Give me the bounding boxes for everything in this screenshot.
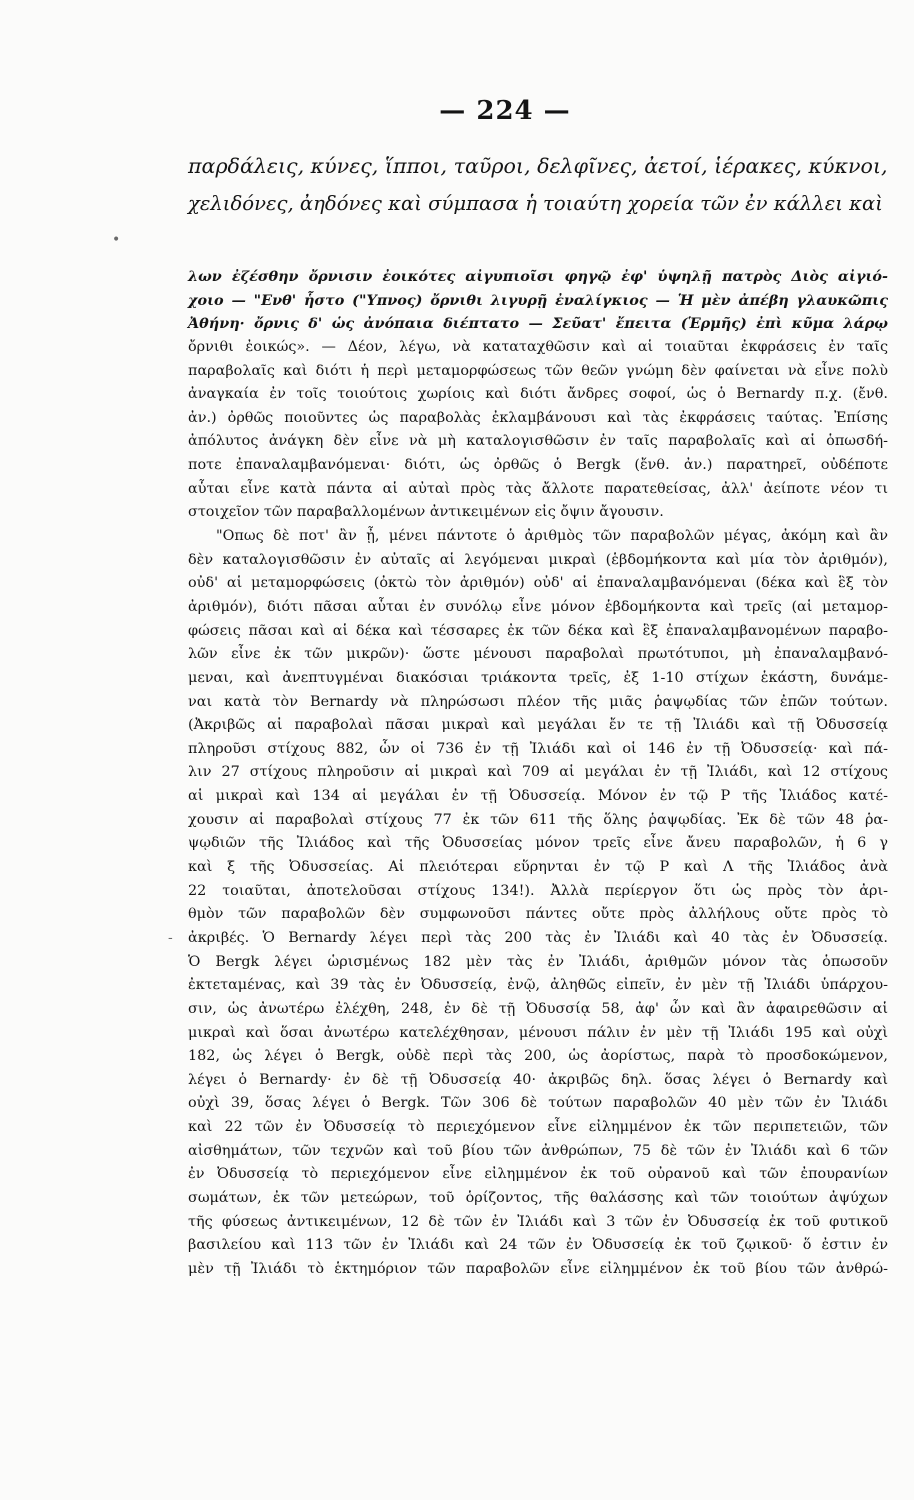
text-line: μὲν τῇ Ἰλιάδι τὸ ἑκτημόριον τῶν παραβολῶν εἶνε εἰλημμένον ἐκ τοῦ βίου τῶν ἀνθρώ- <box>188 1260 888 1277</box>
text-line: καὶ 22 τῶν ἐν Ὀδυσσείᾳ τὸ περιεχόμενον εἶνε εἰλημμένον ἐκ τῶν περιπετειῶν, τῶν <box>188 1119 888 1136</box>
text-line: λῶν εἶνε ἐκ τῶν μικρῶν)· ὥστε μένουσι παραβολαὶ πρωτότυποι, μὴ ἐπαναλαμβανό- <box>188 646 888 663</box>
text-line: πληροῦσι στίχους 882, ὧν οἱ 736 ἐν τῇ Ἰλιάδι καὶ οἱ 146 ἐν τῇ Ὀδυσσείᾳ· καὶ πά- <box>188 740 888 757</box>
text-line: ἀριθμόν), διότι πᾶσαι αὗται ἐν συνόλῳ εἶνε μόνον ἑβδομήκοντα καὶ τρεῖς (αἱ μεταμορ- <box>188 598 888 615</box>
text-line: μεναι, καὶ ἀνεπτυγμέναι διακόσιαι τριάκοντα τρεῖς, ἐξ 1-10 στίχων ἑκάστη, δυνάμε- <box>188 669 888 686</box>
page-number: — 224 — <box>439 96 571 126</box>
handwritten-line-2: χελιδόνες, ἀηδόνες καὶ σύμπασα ἡ τοιαύτη χορεία τῶν ἐν κάλλει καὶ <box>188 192 883 215</box>
text-line: ψῳδιῶν τῆς Ἰλιάδος καὶ τῆς Ὀδυσσείας μόνον τρεῖς εἶνε ἄνευ παραβολῶν, ἡ 6 γ <box>188 835 888 852</box>
text-line: (Ἀκριβῶς αἱ παραβολαὶ πᾶσαι μικραὶ καὶ μεγάλαι ἔν τε τῇ Ἰλιάδι καὶ τῇ Ὀδυσσείᾳ <box>188 717 888 734</box>
text-line: ἀναγκαία ἐν τοῖς τοιούτοις χωρίοις καὶ διότι ἄνδρες σοφοί, ὡς ὁ Bernardy π.χ. (ἔνθ. <box>188 386 888 403</box>
text-line: χοιο — "Ενθ' ἧστο ("Υπνος) ὄρνιθι λιγυρῇ ἐναλίγκιος — Ἡ μὲν ἀπέβη γλαυκῶπις <box>188 291 888 309</box>
text-line: λέγει ὁ Bernardy· ἐν δὲ τῇ Ὀδυσσείᾳ 40· ἀκριβῶς δηλ. ὅσας λέγει ὁ Bernardy καὶ <box>188 1071 888 1088</box>
text-line: θμὸν τῶν παραβολῶν δὲν συμφωνοῦσι πάντες οὔτε πρὸς ἀλλήλους οὔτε πρὸς τὸ <box>188 906 888 923</box>
text-line: αἰσθημάτων, τῶν τεχνῶν καὶ τοῦ βίου τῶν ἀνθρώπων, 75 δὲ τῶν ἐν Ἰλιάδι καὶ 6 τῶν <box>188 1142 888 1159</box>
text-line: βασιλείου καὶ 113 τῶν ἐν Ἰλιάδι καὶ 24 τῶν ἐν Ὀδυσσείᾳ ἐκ τοῦ ζῳικοῦ· ὅ ἐστιν ἐν <box>188 1237 888 1254</box>
body-text <box>188 265 888 1305</box>
text-line: οὐδ' αἱ μεταμορφώσεις (ὀκτὼ τὸν ἀριθμόν) οὐδ' αἱ ἐπαναλαμβανόμεναι (δέκα καὶ ἓξ τὸν <box>188 575 888 592</box>
text-line: 182, ὡς λέγει ὁ Bergk, οὐδὲ περὶ τὰς 200, ὡς ἀορίστως, παρὰ τὸ προσδοκώμενον, <box>188 1048 888 1065</box>
text-line: "Οπως δὲ ποτ' ἂν ᾖ, μένει πάντοτε ὁ ἀριθμὸς τῶν παραβολῶν μέγας, ἀκόμη καὶ ἂν <box>216 528 888 545</box>
text-line: παραβολαῖς καὶ διότι ἡ περὶ μεταμορφώσεως τῶν θεῶν γνώμη δὲν φαίνεται νὰ εἶνε πολὺ <box>188 362 888 379</box>
text-line: Ἀθήνη· ὄρνις δ' ὡς ἀνόπαια διέπτατο — Σεῦατ' ἔπειτα (Ἑρμῆς) ἐπὶ κῦμα λάρῳ <box>188 315 888 333</box>
text-line: χουσιν αἱ παραβολαὶ στίχους 77 ἐκ τῶν 611 τῆς ὅλης ῥαψῳδίας. Ἐκ δὲ τῶν 48 ῥα- <box>188 811 888 828</box>
page-content <box>188 148 888 1305</box>
text-line: ναι κατὰ τὸν Bernardy νὰ πληρώσωσι πλέον τῆς μιᾶς ῥαψῳδίας τῶν ἐπῶν τούτων. <box>188 693 888 710</box>
text-line: οὐχὶ 39, ὅσας λέγει ὁ Bergk. Τῶν 306 δὲ τούτων παραβολῶν 40 μὲν τῶν ἐν Ἰλιάδι <box>188 1095 888 1112</box>
text-line: ἀκριβές. Ὁ Bernardy λέγει περὶ τὰς 200 τὰς ἐν Ἰλιάδι καὶ 40 τὰς ἐν Ὀδυσσείᾳ. <box>188 929 888 946</box>
handwritten-gap <box>188 222 888 259</box>
text-line: μικραὶ καὶ ὅσαι ἀνωτέρω κατελέχθησαν, μένουσι πάλιν ἐν μὲν τῇ Ἰλιάδι 195 καὶ οὐχὶ <box>188 1024 888 1041</box>
text-line: ἐκτεταμένας, καὶ 39 τὰς ἐν Ὀδυσσείᾳ, ἐνῷ, ἀληθῶς εἰπεῖν, ἐν μὲν τῇ Ἰλιάδι ὑπάρχου- <box>188 977 888 994</box>
text-line: σωμάτων, ἐκ τῶν μετεώρων, τοῦ ὁρίζοντος, τῆς θαλάσσης καὶ τῶν τοιούτων ἀψύχων <box>188 1189 888 1206</box>
text-line: Ὁ Bergk λέγει ὡρισμένως 182 μὲν τὰς ἐν Ἰλιάδι, ἀριθμῶν μόνον τὰς ὁπωσοῦν <box>188 953 888 970</box>
text-line: λιν 27 στίχους πληροῦσιν αἱ μικραὶ καὶ 709 αἱ μεγάλαι ἐν τῇ Ἰλιάδι, καὶ 12 στίχους <box>188 764 888 781</box>
text-line: αὗται εἶνε κατὰ πάντα αἱ αὐταὶ πρὸς τὰς ἄλλοτε παρατεθείσας, ἀλλ' ἀείποτε νέον τι <box>188 480 888 497</box>
text-line: σιν, ὡς ἀνωτέρω ἐλέχθη, 248, ἐν δὲ τῇ Ὀδυσσίᾳ 58, ἀφ' ὧν καὶ ἂν ἀφαιρεθῶσιν αἱ <box>188 1000 888 1017</box>
text-line: ἐν Ὀδυσσείᾳ τὸ περιεχόμενον εἶνε εἰλημμένον ἐκ τοῦ οὐρανοῦ καὶ τῶν ἐπουρανίων <box>188 1166 888 1183</box>
text-line <box>188 1282 888 1306</box>
margin-dash-mark: - <box>168 930 173 946</box>
text-line: δὲν καταλογισθῶσιν ἐν αὐταῖς αἱ λεγόμεναι μικραὶ (ἑβδομήκοντα καὶ μία τὸν ἀριθμόν), <box>188 551 888 568</box>
text-line: 22 τοιαῦται, ἀποτελοῦσαι στίχους 134!). Ἀλλὰ περίεργον ὅτι ὡς πρὸς τὸν ἀρι- <box>188 882 888 899</box>
text-line: ὄρνιθι ἐοικώς». — Δέον, λέγω, νὰ καταταχθῶσιν καὶ αἱ τοιαῦται ἐκφράσεις ἐν ταῖς <box>188 338 888 355</box>
text-line: φώσεις πᾶσαι καὶ αἱ δέκα καὶ τέσσαρες ἐκ τῶν δέκα καὶ ἓξ ἐπαναλαμβανομένων παραβο- <box>188 622 888 639</box>
text-line: ποτε ἐπαναλαμβανόμεναι· διότι, ὡς ὀρθῶς ὁ Bergk (ἔνθ. ἀν.) παρατηρεῖ, οὐδέποτε <box>188 457 888 474</box>
handwritten-line-1: παρδάλεις, κύνες, ἵπποι, ταῦροι, δελφῖνες, ἀετοί, ἱέρακες, κύκνοι, <box>188 154 888 178</box>
text-line: τῆς φύσεως ἀντικειμένων, 12 δὲ τῶν ἐν Ἰλιάδι καὶ 3 τῶν ἐν Ὀδυσσείᾳ ἐκ τοῦ φυτικοῦ <box>188 1213 888 1230</box>
text-line: ἀν.) ὀρθῶς ποιοῦντες ὡς παραβολὰς ἐκλαμβάνουσι καὶ τὰς ἐκφράσεις ταύτας. Ἐπίσης <box>188 409 888 426</box>
text-line: αἱ μικραὶ καὶ 134 αἱ μεγάλαι ἐν τῇ Ὀδυσσείᾳ. Μόνον ἐν τῷ Ρ τῆς Ἰλιάδος κατέ- <box>188 788 888 805</box>
text-line: ἀπόλυτος ἀνάγκη δὲν εἶνε νὰ μὴ καταλογισθῶσιν ἐν ταῖς παραβολαῖς καὶ αἱ ὁπωσδή- <box>188 433 888 450</box>
text-line: στοιχεῖον τῶν παραβαλλομένων ἀντικειμένων εἰς ὄψιν ἄγουσιν. <box>188 504 664 521</box>
text-line: λων ἐζέσθην ὄρνισιν ἐοικότες αἰγυπιοῖσι φηγῷ ἐφ' ὑψηλῇ πατρὸς Διὸς αἰγιό- <box>188 268 888 285</box>
margin-dot-mark: • <box>112 232 121 248</box>
text-line: καὶ ξ τῆς Ὀδυσσείας. Αἱ πλειότεραι εὕρηνται ἐν τῷ Ρ καὶ Λ τῆς Ἰλιάδος ἀνὰ <box>188 859 888 876</box>
